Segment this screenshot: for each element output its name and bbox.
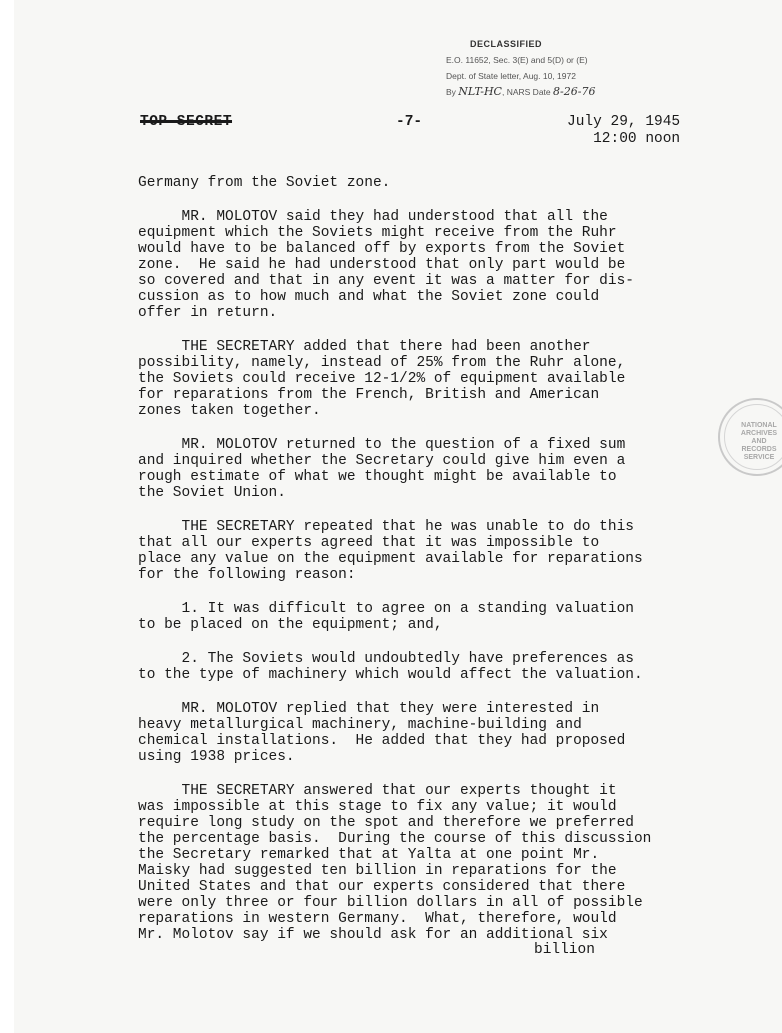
paragraph-gap [138,633,738,651]
text-line: was impossible at this stage to fix any value; it would [138,799,617,815]
declassification-stamp [446,36,595,100]
text-line: to be placed on the equipment; and, [138,617,443,633]
text-line: 2. The Soviets would undoubtedly have preferences as [138,651,634,667]
text-line: THE SECRETARY answered that our experts thought it [138,783,617,799]
nars-date: 8-26-76 [553,85,596,98]
paragraph-gap [138,583,738,601]
text-line: the percentage basis. During the course of this discussion [138,831,652,847]
text-line: Germany from the Soviet zone. [138,175,391,191]
text-line: Mr. Molotov say if we should ask for an additional six [138,927,608,943]
paragraph [138,209,738,321]
paragraph-gap [138,501,738,519]
paragraph [138,339,738,419]
text-line: THE SECRETARY repeated that he was unable to do this [138,519,634,535]
paragraph-gap [138,765,738,783]
memo-datetime [567,114,680,148]
text-line: would have to be balanced off by exports from the Soviet [138,241,626,257]
text-line: using 1938 prices. [138,749,295,765]
text-line: equipment which the Soviets might receive from the Ruhr [138,225,617,241]
reviewer-line [446,84,595,100]
text-line: for reparations from the French, British and American [138,387,600,403]
text-line: reparations in western Germany. What, therefore, would [138,911,617,927]
memo-body [138,175,738,943]
text-line: to the type of machinery which would affect the valuation. [138,667,643,683]
text-line: heavy metallurgical machinery, machine-building and [138,717,582,733]
authority-line: E.O. 11652, Sec. 3(E) and 5(D) or (E) [446,55,588,65]
text-line: THE SECRETARY added that there had been another [138,339,591,355]
text-line: cussion as to how much and what the Soviet zone could [138,289,600,305]
text-line: the Soviets could receive 12-1/2% of equipment available [138,371,626,387]
continuation-word: billion [534,942,595,958]
paragraph [138,783,738,943]
text-line: rough estimate of what we thought might be available to [138,469,617,485]
memo-date: July 29, 1945 [567,114,681,130]
paragraph-gap [138,419,738,437]
text-line: MR. MOLOTOV returned to the question of a fixed sum [138,437,626,453]
text-line: the Secretary remarked that at Yalta at one point Mr. [138,847,600,863]
paragraph-gap [138,321,738,339]
classification-marking: TOP SECRET [140,114,233,130]
paragraph [138,437,738,501]
paragraph-gap [138,683,738,701]
text-line: Maisky had suggested ten billion in reparations for the [138,863,617,879]
paragraph [138,701,738,765]
text-line: MR. MOLOTOV said they had understood that all the [138,209,608,225]
paragraph [138,519,738,583]
text-line: place any value on the equipment available for reparations [138,551,643,567]
text-line: and inquired whether the Secretary could give him even a [138,453,626,469]
memo-time: 12:00 noon [593,131,681,147]
text-line: require long study on the spot and therefore we preferred [138,815,634,831]
text-line: were only three or four billion dollars in all of possible [138,895,643,911]
paragraph [138,175,738,191]
reviewer-initials: NLT-HC [458,85,502,98]
text-line: the Soviet Union. [138,485,286,501]
text-line: 1. It was difficult to agree on a standing valuation [138,601,634,617]
text-line: zone. He said he had understood that only part would be [138,257,626,273]
text-line: zones taken together. [138,403,321,419]
nars-date-label: , NARS Date [501,87,551,97]
document-page [14,0,782,1033]
memo-header [14,114,782,154]
dept-letter-line: Dept. of State letter, Aug. 10, 1972 [446,71,576,81]
text-line: so covered and that in any event it was a matter for dis- [138,273,634,289]
declassified-heading: DECLASSIFIED [470,39,543,49]
text-line: for the following reason: [138,567,356,583]
text-line: offer in return. [138,305,278,321]
paragraph-gap [138,191,738,209]
page-number: -7- [396,114,423,130]
paragraph [138,601,738,633]
text-line: MR. MOLOTOV replied that they were interested in [138,701,600,717]
text-line: United States and that our experts considered that there [138,879,626,895]
paragraph [138,651,738,683]
seal-center-text: NATIONAL ARCHIVES AND RECORDS SERVICE [740,422,778,461]
text-line: that all our experts agreed that it was impossible to [138,535,600,551]
by-label: By [446,87,456,97]
text-line: chemical installations. He added that they had proposed [138,733,626,749]
text-line: possibility, namely, instead of 25% from the Ruhr alone, [138,355,626,371]
